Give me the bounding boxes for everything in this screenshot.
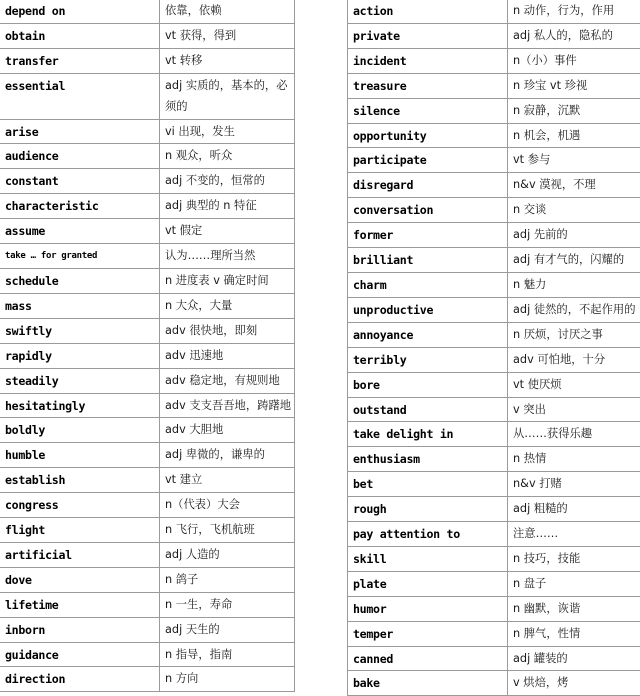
vocab-word: steadily [0, 368, 160, 393]
vocab-row [348, 198, 640, 223]
vocab-row [348, 522, 640, 547]
vocab-meaning: n（小）事件 [508, 48, 640, 73]
vocab-meaning: adj 粗糙的 [508, 497, 640, 522]
vocab-word: annoyance [348, 322, 508, 347]
vocab-word: former [348, 223, 508, 248]
vocab-row [0, 418, 295, 443]
vocab-word: enthusiasm [348, 447, 508, 472]
vocab-meaning: 认为……理所当然 [160, 244, 295, 269]
vocab-meaning: n 指导，指南 [160, 642, 295, 667]
vocab-word: depend on [0, 0, 160, 23]
vocab-meaning: vt 转移 [160, 48, 295, 73]
vocab-row [348, 571, 640, 596]
vocab-word: establish [0, 468, 160, 493]
vocab-row [348, 422, 640, 447]
vocab-meaning: adj 人造的 [160, 542, 295, 567]
vocab-word: humble [0, 443, 160, 468]
vocab-row [0, 48, 295, 73]
vocab-word: treasure [348, 73, 508, 98]
vocab-word: assume [0, 219, 160, 244]
vocab-row [0, 144, 295, 169]
vocab-meaning: adv 很快地，即刻 [160, 318, 295, 343]
vocab-meaning: adj 实质的，基本的，必须的 [160, 73, 295, 119]
vocab-row [0, 268, 295, 293]
vocab-row [0, 244, 295, 269]
vocab-meaning: v 烘焙，烤 [508, 671, 640, 696]
vocab-meaning: n 飞行，飞机航班 [160, 518, 295, 543]
vocab-word: terribly [348, 347, 508, 372]
vocab-word: participate [348, 148, 508, 173]
vocab-word: take delight in [348, 422, 508, 447]
vocab-meaning: vt 假定 [160, 219, 295, 244]
vocab-word: brilliant [348, 248, 508, 273]
vocab-word: boldly [0, 418, 160, 443]
vocab-row [348, 497, 640, 522]
vocab-word: congress [0, 493, 160, 518]
vocab-word: inborn [0, 617, 160, 642]
vocab-word: essential [0, 73, 160, 119]
vocabulary-table-left [0, 0, 295, 692]
vocab-meaning: vi 出现，发生 [160, 119, 295, 144]
vocab-row [0, 0, 295, 23]
vocab-word: schedule [0, 268, 160, 293]
vocab-meaning: n 技巧，技能 [508, 546, 640, 571]
vocab-word: unproductive [348, 297, 508, 322]
vocab-row [348, 98, 640, 123]
vocab-meaning: adv 可怕地，十分 [508, 347, 640, 372]
vocab-word: guidance [0, 642, 160, 667]
vocab-word: humor [348, 596, 508, 621]
vocab-row [348, 596, 640, 621]
vocab-row [348, 472, 640, 497]
vocab-word: skill [348, 546, 508, 571]
vocab-word: opportunity [348, 123, 508, 148]
vocab-row [348, 148, 640, 173]
vocab-meaning: adj 私人的，隐私的 [508, 23, 640, 48]
vocab-word: flight [0, 518, 160, 543]
vocab-word: outstand [348, 397, 508, 422]
vocab-word: bet [348, 472, 508, 497]
vocab-row [348, 48, 640, 73]
vocab-meaning: n 厌烦，讨厌之事 [508, 322, 640, 347]
vocab-word: conversation [348, 198, 508, 223]
vocab-row [348, 223, 640, 248]
vocab-meaning: n 大众，大量 [160, 293, 295, 318]
vocab-word: audience [0, 144, 160, 169]
vocab-word: silence [348, 98, 508, 123]
vocab-meaning: adj 典型的 n 特征 [160, 194, 295, 219]
vocab-row [0, 73, 295, 119]
vocab-row [348, 173, 640, 198]
vocab-word: mass [0, 293, 160, 318]
vocab-word: rapidly [0, 343, 160, 368]
vocab-meaning: adj 罐装的 [508, 646, 640, 671]
vocab-meaning: n 观众，听众 [160, 144, 295, 169]
vocab-word: incident [348, 48, 508, 73]
vocab-word: swiftly [0, 318, 160, 343]
vocab-meaning: n 一生，寿命 [160, 592, 295, 617]
vocab-word: bake [348, 671, 508, 696]
vocab-word: hesitatingly [0, 393, 160, 418]
vocab-word: take … for granted [0, 244, 160, 269]
vocab-row [0, 293, 295, 318]
vocab-word: direction [0, 667, 160, 692]
vocab-word: private [348, 23, 508, 48]
vocab-meaning: adj 徒然的，不起作用的 [508, 297, 640, 322]
vocab-meaning: vt 建立 [160, 468, 295, 493]
vocab-row [348, 322, 640, 347]
vocab-meaning: adv 稳定地，有规则地 [160, 368, 295, 393]
vocab-meaning: n 盘子 [508, 571, 640, 596]
vocab-row [0, 667, 295, 692]
vocab-meaning: n（代表）大会 [160, 493, 295, 518]
vocab-row [0, 592, 295, 617]
vocab-row [0, 23, 295, 48]
vocab-meaning: 注意…… [508, 522, 640, 547]
vocab-row [348, 123, 640, 148]
vocab-meaning: n 寂静，沉默 [508, 98, 640, 123]
vocab-meaning: adv 支支吾吾地，踌躇地 [160, 393, 295, 418]
vocab-row [348, 73, 640, 98]
vocab-word: temper [348, 621, 508, 646]
vocab-row [0, 219, 295, 244]
vocab-row [348, 397, 640, 422]
vocab-word: artificial [0, 542, 160, 567]
vocab-meaning: vt 获得，得到 [160, 23, 295, 48]
vocab-row [0, 318, 295, 343]
vocab-row [348, 23, 640, 48]
vocab-row [0, 393, 295, 418]
vocab-meaning: n 机会，机遇 [508, 123, 640, 148]
vocab-row [0, 368, 295, 393]
vocab-word: obtain [0, 23, 160, 48]
vocab-meaning: vt 使厌烦 [508, 372, 640, 397]
vocab-word: transfer [0, 48, 160, 73]
vocab-row [0, 443, 295, 468]
vocab-row [348, 272, 640, 297]
vocab-row [0, 119, 295, 144]
vocab-word: pay attention to [348, 522, 508, 547]
vocab-word: charm [348, 272, 508, 297]
vocab-row [348, 546, 640, 571]
vocab-row [0, 617, 295, 642]
vocab-meaning: n 幽默，诙谐 [508, 596, 640, 621]
vocab-meaning: n 脾气，性情 [508, 621, 640, 646]
vocab-row [348, 621, 640, 646]
vocab-row [0, 567, 295, 592]
vocab-row [348, 671, 640, 696]
vocab-meaning: adj 有才气的，闪耀的 [508, 248, 640, 273]
vocab-meaning: n 方向 [160, 667, 295, 692]
vocab-row [348, 297, 640, 322]
vocab-meaning: n 魅力 [508, 272, 640, 297]
vocab-word: disregard [348, 173, 508, 198]
vocab-meaning: adj 卑微的，谦卑的 [160, 443, 295, 468]
vocab-word: characteristic [0, 194, 160, 219]
vocab-word: dove [0, 567, 160, 592]
vocab-word: rough [348, 497, 508, 522]
vocab-meaning: adv 迅速地 [160, 343, 295, 368]
vocab-row [0, 518, 295, 543]
vocab-row [0, 542, 295, 567]
vocab-meaning: n&v 漠视，不理 [508, 173, 640, 198]
vocab-meaning: n 热情 [508, 447, 640, 472]
vocab-meaning: n 进度表 v 确定时间 [160, 268, 295, 293]
vocab-word: action [348, 0, 508, 23]
vocab-word: constant [0, 169, 160, 194]
vocab-word: bore [348, 372, 508, 397]
vocab-meaning: 依靠，依赖 [160, 0, 295, 23]
vocab-row [0, 194, 295, 219]
vocab-meaning: vt 参与 [508, 148, 640, 173]
vocab-meaning: adj 先前的 [508, 223, 640, 248]
vocab-word: lifetime [0, 592, 160, 617]
vocab-meaning: n 交谈 [508, 198, 640, 223]
vocab-word: arise [0, 119, 160, 144]
vocab-meaning: n 珍宝 vt 珍视 [508, 73, 640, 98]
vocab-meaning: n 鸽子 [160, 567, 295, 592]
vocab-meaning: adj 不变的，恒常的 [160, 169, 295, 194]
vocab-meaning: 从……获得乐趣 [508, 422, 640, 447]
vocab-meaning: v 突出 [508, 397, 640, 422]
vocab-meaning: n&v 打赌 [508, 472, 640, 497]
vocab-meaning: adj 天生的 [160, 617, 295, 642]
vocab-word: canned [348, 646, 508, 671]
vocab-row [0, 493, 295, 518]
vocab-row [348, 447, 640, 472]
vocab-row [348, 0, 640, 23]
vocab-word: plate [348, 571, 508, 596]
vocab-row [348, 248, 640, 273]
vocab-row [348, 347, 640, 372]
vocab-row [0, 642, 295, 667]
vocab-row [348, 372, 640, 397]
vocab-row [0, 468, 295, 493]
vocabulary-table-right [347, 0, 640, 696]
vocab-row [0, 169, 295, 194]
vocab-meaning: n 动作，行为，作用 [508, 0, 640, 23]
vocab-row [348, 646, 640, 671]
vocab-row [0, 343, 295, 368]
vocab-meaning: adv 大胆地 [160, 418, 295, 443]
